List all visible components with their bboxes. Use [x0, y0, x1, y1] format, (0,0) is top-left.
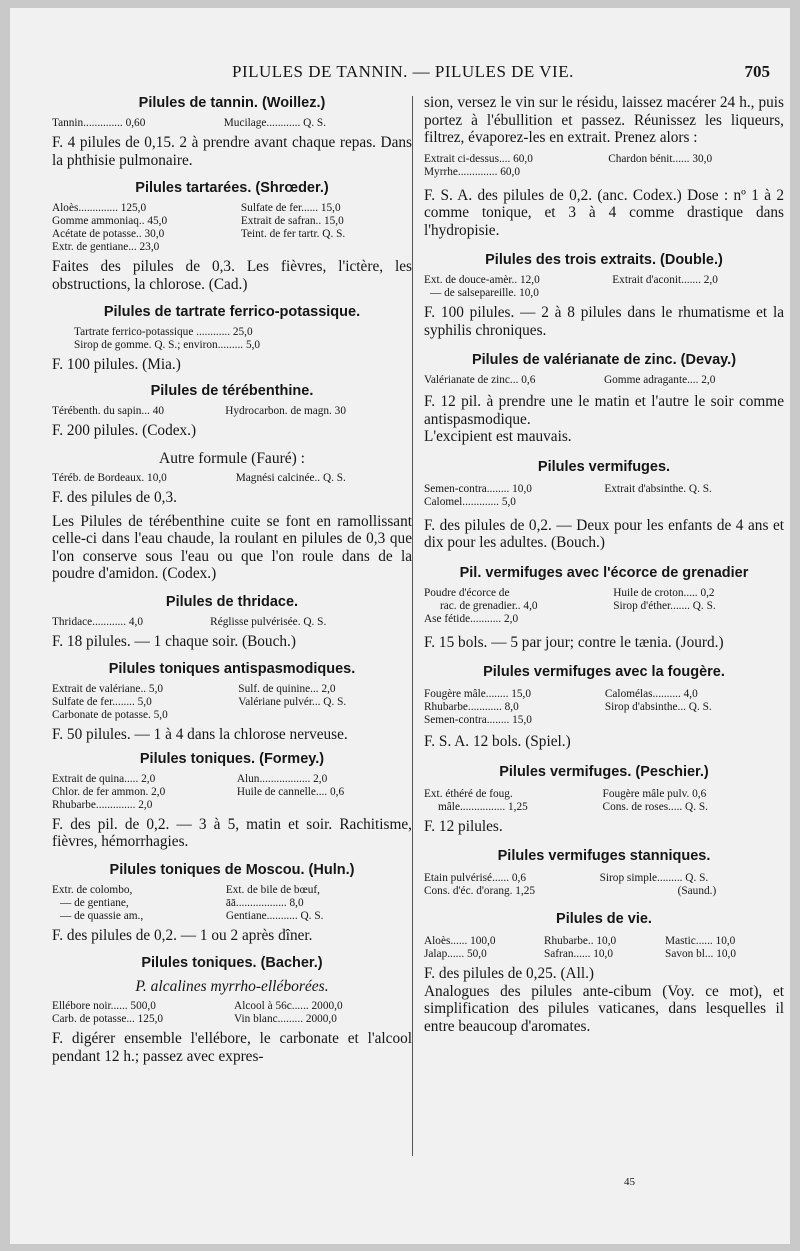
formula-table: [424, 872, 784, 898]
ingredient: Cons. d'éc. d'orang. 1,25: [424, 885, 536, 897]
paragraph: Analogues des pilules ante-cibum (Voy. ce mot), et simplification des pilules vaticanes, dans lesquelles il entre beaucoup d'aromates.: [424, 982, 784, 1035]
instructions: F. 4 pilules de 0,15. 2 à prendre avant chaque repas. Dans la phthisie pulmonaire.: [52, 134, 412, 169]
ingredient: [613, 613, 784, 626]
right-column: [424, 94, 784, 1035]
running-header: [10, 62, 790, 92]
section-title: Pilules toniques de Moscou. (Huln.): [109, 861, 355, 878]
ingredient: Carb. de potasse... 125,0: [52, 1013, 164, 1025]
ingredient: Extrait de valériane.. 5,0: [52, 683, 164, 695]
formula-table: [52, 683, 412, 722]
ingredient: Thridace............ 4,0: [52, 615, 143, 628]
ingredient: [605, 714, 784, 727]
instructions: F. S. A. des pilules de 0,2. (anc. Codex.) Dose : nº 1 à 2 comme tonique, et 3 à 4 comme drastique dans l'hydropisie.: [424, 186, 784, 239]
ingredient: Rhubarbe.............. 2,0: [52, 798, 153, 811]
section-title: Pil. vermifuges avec l'écorce de grenadier: [459, 564, 749, 581]
instructions: F. 100 pilules. (Mia.): [52, 356, 181, 373]
ingredient: mâle................ 1,25: [438, 800, 528, 813]
section-subtitle: P. alcalines myrrho-elléborées.: [135, 978, 329, 995]
ingredient: āā.................. 8,0: [225, 896, 304, 909]
ingredient: Safran...... 10,0: [544, 948, 614, 960]
instructions: F. 50 pilules. — 1 à 4 dans la chlorose nerveuse.: [52, 726, 348, 743]
ingredient: Huile de croton..... 0,2: [613, 586, 715, 599]
section-title: Autre formule (Fauré) :: [159, 450, 305, 467]
formula-table: [424, 153, 784, 179]
left-column: [52, 94, 412, 1065]
paragraph: Les Pilules de térébenthine cuite se font en ramollissant celle-ci dans l'eau chaude, la roulant en pilules de 0,3 que l'on conserve sous l'eau ou que l'on roule dans de la poudre d'amidon. (Codex.): [52, 512, 412, 582]
instructions: F. digérer ensemble l'ellébore, le carbonate et l'alcool pendant 12 h.; passez avec expres-: [52, 1030, 412, 1065]
formula-table: [424, 587, 784, 626]
ingredient: [241, 241, 412, 254]
ingredient: Rhubarbe............ 8,0: [424, 701, 519, 713]
ingredient: rac. de grenadier.. 4,0: [440, 599, 538, 612]
page-number: 705: [744, 62, 770, 81]
ingredient: Poudre d'écorce de: [424, 586, 510, 599]
instructions: F. 100 pilules. — 2 à 8 pilules dans le rhumatisme et la syphilis chroniques.: [424, 304, 784, 339]
ingredient: Calomélas.......... 4,0: [604, 688, 698, 700]
ingredient: Extrait ci-dessus.... 60,0: [424, 152, 533, 165]
ingredient: Extr. de colombo,: [52, 883, 133, 896]
formula-table: [424, 788, 784, 814]
ingredient: Aloès.............. 125,0: [52, 202, 147, 214]
ingredient: Gomme ammoniaq.. 45,0: [52, 215, 168, 227]
ingredient: Fougère mâle........ 15,0: [424, 688, 531, 700]
ingredient: [237, 799, 412, 812]
ingredient: Extrait de quina..... 2,0: [52, 772, 156, 785]
ingredient: Ellébore noir...... 500,0: [52, 1000, 156, 1012]
ingredient: Semen-contra........ 15,0: [424, 714, 532, 726]
column-divider: [412, 96, 413, 1156]
ingredient: Mucilage............ Q. S.: [223, 117, 327, 129]
ingredient: [604, 496, 784, 509]
formula-table: [52, 202, 412, 254]
ingredient: — de salsepareille. 10,0: [430, 287, 539, 299]
ingredient: Magnési calcinée.. Q. S.: [235, 472, 346, 484]
instructions: F. des pilules de 0,25. (All.): [424, 965, 594, 982]
formula-table: [74, 326, 391, 352]
ingredient: Mastic...... 10,0: [665, 935, 736, 947]
ingredient: Sirop d'absinthe... Q. S.: [604, 701, 712, 713]
ingredient: Ext. de bile de bœuf,: [225, 883, 320, 896]
ingredient: Jalap...... 50,0: [424, 948, 487, 960]
ingredient: Térébenth. du sapin... 40: [52, 404, 164, 417]
ingredient: Sulf. de quinine... 2,0: [238, 683, 336, 695]
instructions: F. S. A. 12 bols. (Spiel.): [424, 733, 571, 750]
ingredient: Calomel............. 5,0: [424, 495, 516, 508]
ingredient: Rhubarbe.. 10,0: [544, 935, 617, 947]
paragraph: L'excipient est mauvais.: [424, 428, 572, 445]
instructions: F. 15 bols. — 5 par jour; contre le tænia. (Jourd.): [424, 633, 724, 651]
formula-table: [52, 616, 412, 629]
ingredient: Aloès...... 100,0: [424, 935, 496, 947]
section-title: Pilules toniques antispasmodiques.: [108, 661, 356, 677]
ingredient: Extrait de safran.. 15,0: [240, 215, 344, 227]
ingredient: Hydrocarbon. de magn. 30: [225, 404, 346, 417]
instructions: F. 200 pilules. (Codex.): [52, 421, 197, 439]
paragraph: sion, versez le vin sur le résidu, laissez macérer 24 h., puis portez à l'ébullition et passez. Réunissez les liqueurs, filtrez, évaporez-les en extrait. Prenez alors :: [424, 94, 784, 146]
formula-table: [52, 117, 412, 130]
ingredient: [238, 709, 412, 722]
section-title: Pilules toniques. (Formey.): [139, 750, 325, 767]
instructions: Faites des pilules de 0,3. Les fièvres, l'ictère, les obstructions, la chlorose. (Cad.): [52, 258, 412, 293]
ingredient: Myrrhe.............. 60,0: [424, 165, 521, 178]
formula-table: [52, 1000, 412, 1026]
formula-table: [424, 688, 784, 727]
ingredient: Chlor. de fer ammon. 2,0: [52, 785, 166, 798]
ingredient: Extr. de gentiane... 23,0: [52, 241, 160, 253]
ingredient: Ext. éthéré de foug.: [424, 787, 513, 800]
formula-table: [424, 374, 784, 387]
ingredient: Tartrate ferrico-potassique ............ 25,0: [74, 326, 253, 338]
instructions: F. des pilules de 0,2. — 1 ou 2 après dîner.: [52, 926, 313, 944]
ingredient: Sirop d'éther....... Q. S.: [613, 599, 716, 612]
ingredient: Valérianate de zinc... 0,6: [424, 374, 536, 386]
section-title: Pilules de vie.: [556, 911, 652, 927]
ingredient: Tannin.............. 0,60: [52, 117, 146, 129]
section-title: Pilules vermifuges. (Peschier.): [499, 763, 709, 780]
formula-table: [52, 405, 412, 418]
section-title: Pilules de valérianate de zinc. (Devay.): [471, 352, 737, 368]
ingredient: [608, 166, 784, 179]
section-title: Pilules toniques. (Bacher.): [141, 955, 323, 971]
ingredient: Alcool à 56c...... 2000,0: [234, 1000, 343, 1012]
book-page: [10, 8, 790, 1244]
instructions: F. 18 pilules. — 1 chaque soir. (Bouch.): [52, 632, 296, 650]
section-title: Pilules vermifuges stanniques.: [497, 848, 711, 864]
section-title: Pilules tartarées. (Shrœder.): [135, 180, 329, 196]
author-credit: (Saund.): [677, 885, 717, 897]
ingredient: Sirop simple......... Q. S.: [599, 872, 709, 884]
ingredient: Vin blanc......... 2000,0: [234, 1013, 337, 1025]
ingredient: Gomme adragante.... 2,0: [603, 374, 716, 386]
ingredient: Semen-contra........ 10,0: [424, 482, 532, 495]
instructions: F. 12 pil. à prendre une le matin et l'autre le soir comme antispasmodique.: [424, 393, 784, 428]
ingredient: Teint. de fer tartr. Q. S.: [240, 228, 346, 240]
instructions: F. des pil. de 0,2. — 3 à 5, matin et soir. Rachitisme, fièvres, hémorrhagies.: [52, 815, 412, 850]
ingredient: Etain pulvérisé...... 0,6: [424, 872, 526, 884]
instructions: F. des pilules de 0,2. — Deux pour les enfants de 4 ans et dix pour les adultes. (Bouch.): [424, 516, 784, 551]
ingredient: Acétate de potasse.. 30,0: [52, 228, 165, 240]
ingredient: Alun.................. 2,0: [236, 772, 328, 785]
ingredient: Savon bl... 10,0: [665, 948, 736, 960]
instructions: F. des pilules de 0,3.: [52, 489, 177, 506]
formula-table: [424, 483, 784, 509]
ingredient: Ase fétide........... 2,0: [424, 612, 519, 625]
ingredient: [612, 287, 784, 300]
ingredient: Réglisse pulvérisée. Q. S.: [210, 615, 327, 628]
ingredient: Sulfate de fer...... 15,0: [240, 202, 341, 214]
section-title: Pilules vermifuges.: [537, 458, 671, 475]
section-title: Pilules de thridace.: [165, 593, 299, 610]
ingredient: Valériane pulvér... Q. S.: [238, 696, 347, 708]
section-title: Pilules de tannin. (Woillez.): [138, 95, 326, 111]
ingredient: Sirop de gomme. Q. S.; environ......... 5,0: [74, 339, 261, 351]
section-title: Pilules des trois extraits. (Double.): [485, 252, 723, 268]
ingredient: — de gentiane,: [60, 896, 129, 909]
ingredient: — de quassie am.,: [60, 909, 144, 922]
ingredient: Chardon bénit...... 30,0: [608, 152, 713, 165]
ingredient: Huile de cannelle.... 0,6: [236, 785, 345, 798]
section-title: Pilules vermifuges avec la fougère.: [483, 664, 725, 680]
signature-mark: 45: [624, 1176, 635, 1188]
ingredient: Extrait d'aconit....... 2,0: [612, 274, 718, 286]
formula-table: [52, 773, 412, 812]
section-title: Pilules de tartrate ferrico-potassique.: [103, 304, 361, 320]
instructions: F. 12 pilules.: [424, 817, 503, 835]
section-title: Pilules de térébenthine.: [150, 382, 314, 399]
formula-table: [52, 884, 412, 923]
ingredient: Carbonate de potasse. 5,0: [52, 709, 168, 721]
ingredient: Sulfate de fer........ 5,0: [52, 696, 152, 708]
ingredient: Extrait d'absinthe. Q. S.: [604, 482, 712, 495]
formula-table: [52, 472, 412, 485]
formula-table: [424, 935, 784, 961]
running-title: PILULES DE TANNIN. — PILULES DE VIE.: [232, 62, 574, 81]
formula-table: [424, 274, 784, 300]
ingredient: Ext. de douce-amèr.. 12,0: [424, 274, 540, 286]
ingredient: Gentiane........... Q. S.: [225, 909, 324, 922]
ingredient: Téréb. de Bordeaux. 10,0: [52, 472, 167, 484]
ingredient: Fougère mâle pulv. 0,6: [602, 787, 707, 800]
ingredient: Cons. de roses..... Q. S.: [602, 800, 708, 813]
